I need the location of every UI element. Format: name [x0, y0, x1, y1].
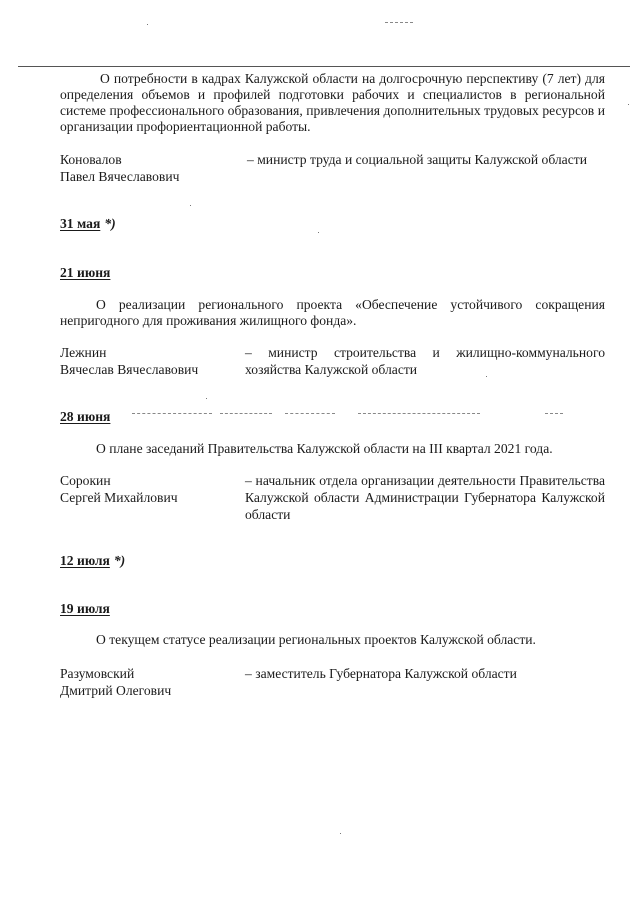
scan-mark	[385, 22, 413, 23]
scan-speck	[340, 833, 341, 834]
date-footnote-mark: *)	[104, 216, 116, 231]
scan-speck	[206, 398, 207, 399]
scan-mark	[132, 413, 212, 414]
date-label: 19 июля	[60, 601, 110, 616]
speaker-name	[60, 344, 230, 378]
speaker-role: – заместитель Губернатора Калужской области	[245, 666, 517, 681]
scan-speck	[318, 232, 319, 233]
scan-speck	[190, 205, 191, 206]
agenda-topic: О потребности в кадрах Калужской области на долгосрочную перспективу (7 лет) для определения объемов и профилей подготовки рабочих и специалистов в региональной системе профессионального образования, привлечения дополнительных трудовых ресурсов и организации профориентационной работы.	[60, 71, 605, 134]
scan-mark	[285, 413, 335, 414]
date-label: 31 мая	[60, 216, 101, 231]
speaker-surname: Коновалов	[60, 152, 122, 167]
meeting-date	[60, 265, 110, 281]
scan-speck	[147, 24, 148, 25]
agenda-topic: О реализации регионального проекта «Обеспечение устойчивого сокращения непригодного для проживания жилищного фонда».	[60, 297, 605, 328]
scan-speck	[628, 104, 629, 105]
agenda-topic: О плане заседаний Правительства Калужской области на III квартал 2021 года.	[96, 441, 553, 456]
scan-mark	[220, 413, 272, 414]
speaker-given-name: Дмитрий Олегович	[60, 683, 172, 698]
agenda-topic: О текущем статусе реализации региональных проектов Калужской области.	[96, 632, 536, 647]
meeting-date	[60, 216, 116, 232]
speaker-surname: Лежнин	[60, 345, 107, 360]
speaker-role: – начальник отдела организации деятельности Правительства Калужской области Администрации Губернатора Калужской области	[245, 473, 605, 522]
speaker-given-name: Павел Вячеславович	[60, 169, 180, 184]
meeting-date	[60, 553, 125, 569]
meeting-date	[60, 409, 110, 425]
speaker-surname: Сорокин	[60, 473, 111, 488]
speaker-name	[60, 151, 230, 185]
meeting-date	[60, 601, 110, 617]
speaker-role: – министр строительства и жилищно-коммунального хозяйства Калужской области	[245, 345, 605, 377]
speaker-surname: Разумовский	[60, 666, 135, 681]
scan-mark	[358, 413, 480, 414]
speaker-given-name: Вячеслав Вячеславович	[60, 362, 199, 377]
scan-mark	[545, 413, 563, 414]
speaker-name	[60, 665, 230, 699]
speaker-given-name: Сергей Михайлович	[60, 490, 178, 505]
date-label: 28 июня	[60, 409, 111, 424]
speaker-role: – министр труда и социальной защиты Калужской области	[247, 152, 587, 167]
speaker-name	[60, 472, 230, 506]
date-label: 21 июня	[60, 265, 111, 280]
scan-rule-top	[18, 66, 630, 67]
date-footnote-mark: *)	[113, 553, 126, 568]
date-label: 12 июля	[60, 553, 110, 568]
